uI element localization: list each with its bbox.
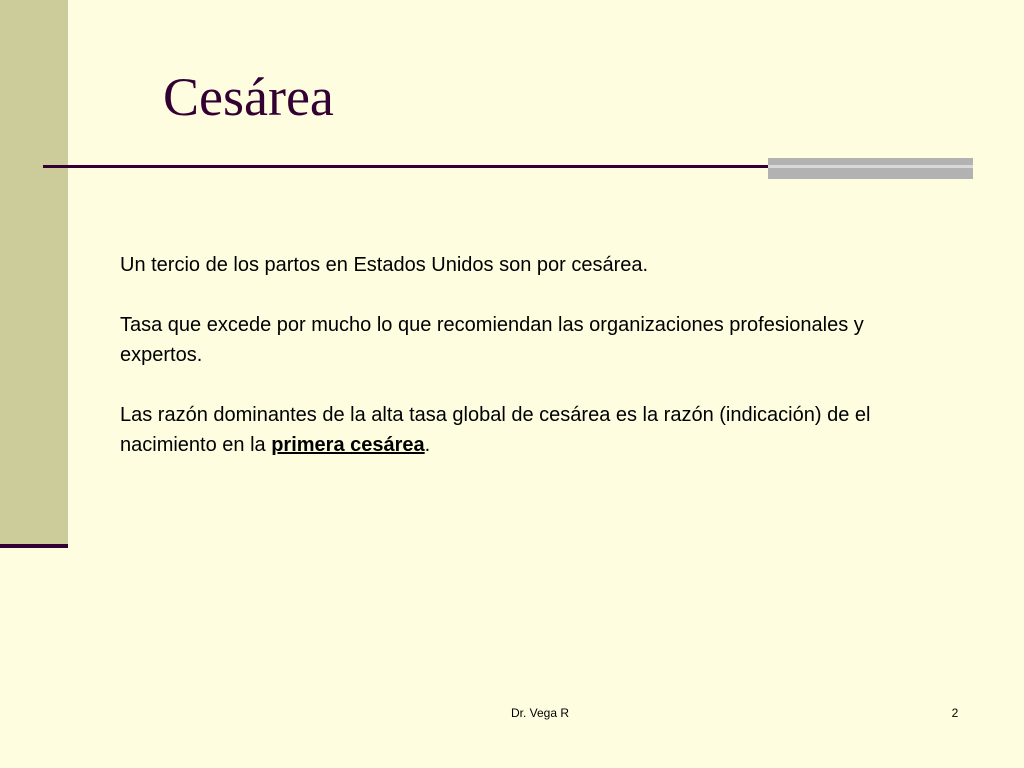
paragraph-3-prefix: Las razón dominantes de la alta tasa global de cesárea es la razón (indicación) de el nacimiento en la (120, 404, 871, 456)
left-accent-bar (0, 0, 68, 544)
left-accent-underline (0, 544, 68, 548)
paragraph-1: Un tercio de los partos en Estados Unidos son por cesárea. (120, 254, 649, 276)
emphasized-term: primera cesárea (271, 434, 425, 456)
slide-title: Cesárea (163, 67, 334, 127)
paragraph-2: Tasa que excede por mucho lo que recomiendan las organizaciones profesionales y expertos. (120, 314, 864, 366)
title-accent-line (768, 165, 973, 168)
paragraph-3-suffix: . (424, 434, 431, 456)
paragraph-spacer (120, 370, 920, 400)
title-accent-block (768, 158, 973, 179)
page-number: 2 (951, 706, 959, 720)
paragraph-spacer (120, 280, 920, 310)
footer-author: Dr. Vega R (510, 706, 570, 720)
paragraph-3 (120, 400, 920, 460)
slide-body (120, 250, 920, 460)
